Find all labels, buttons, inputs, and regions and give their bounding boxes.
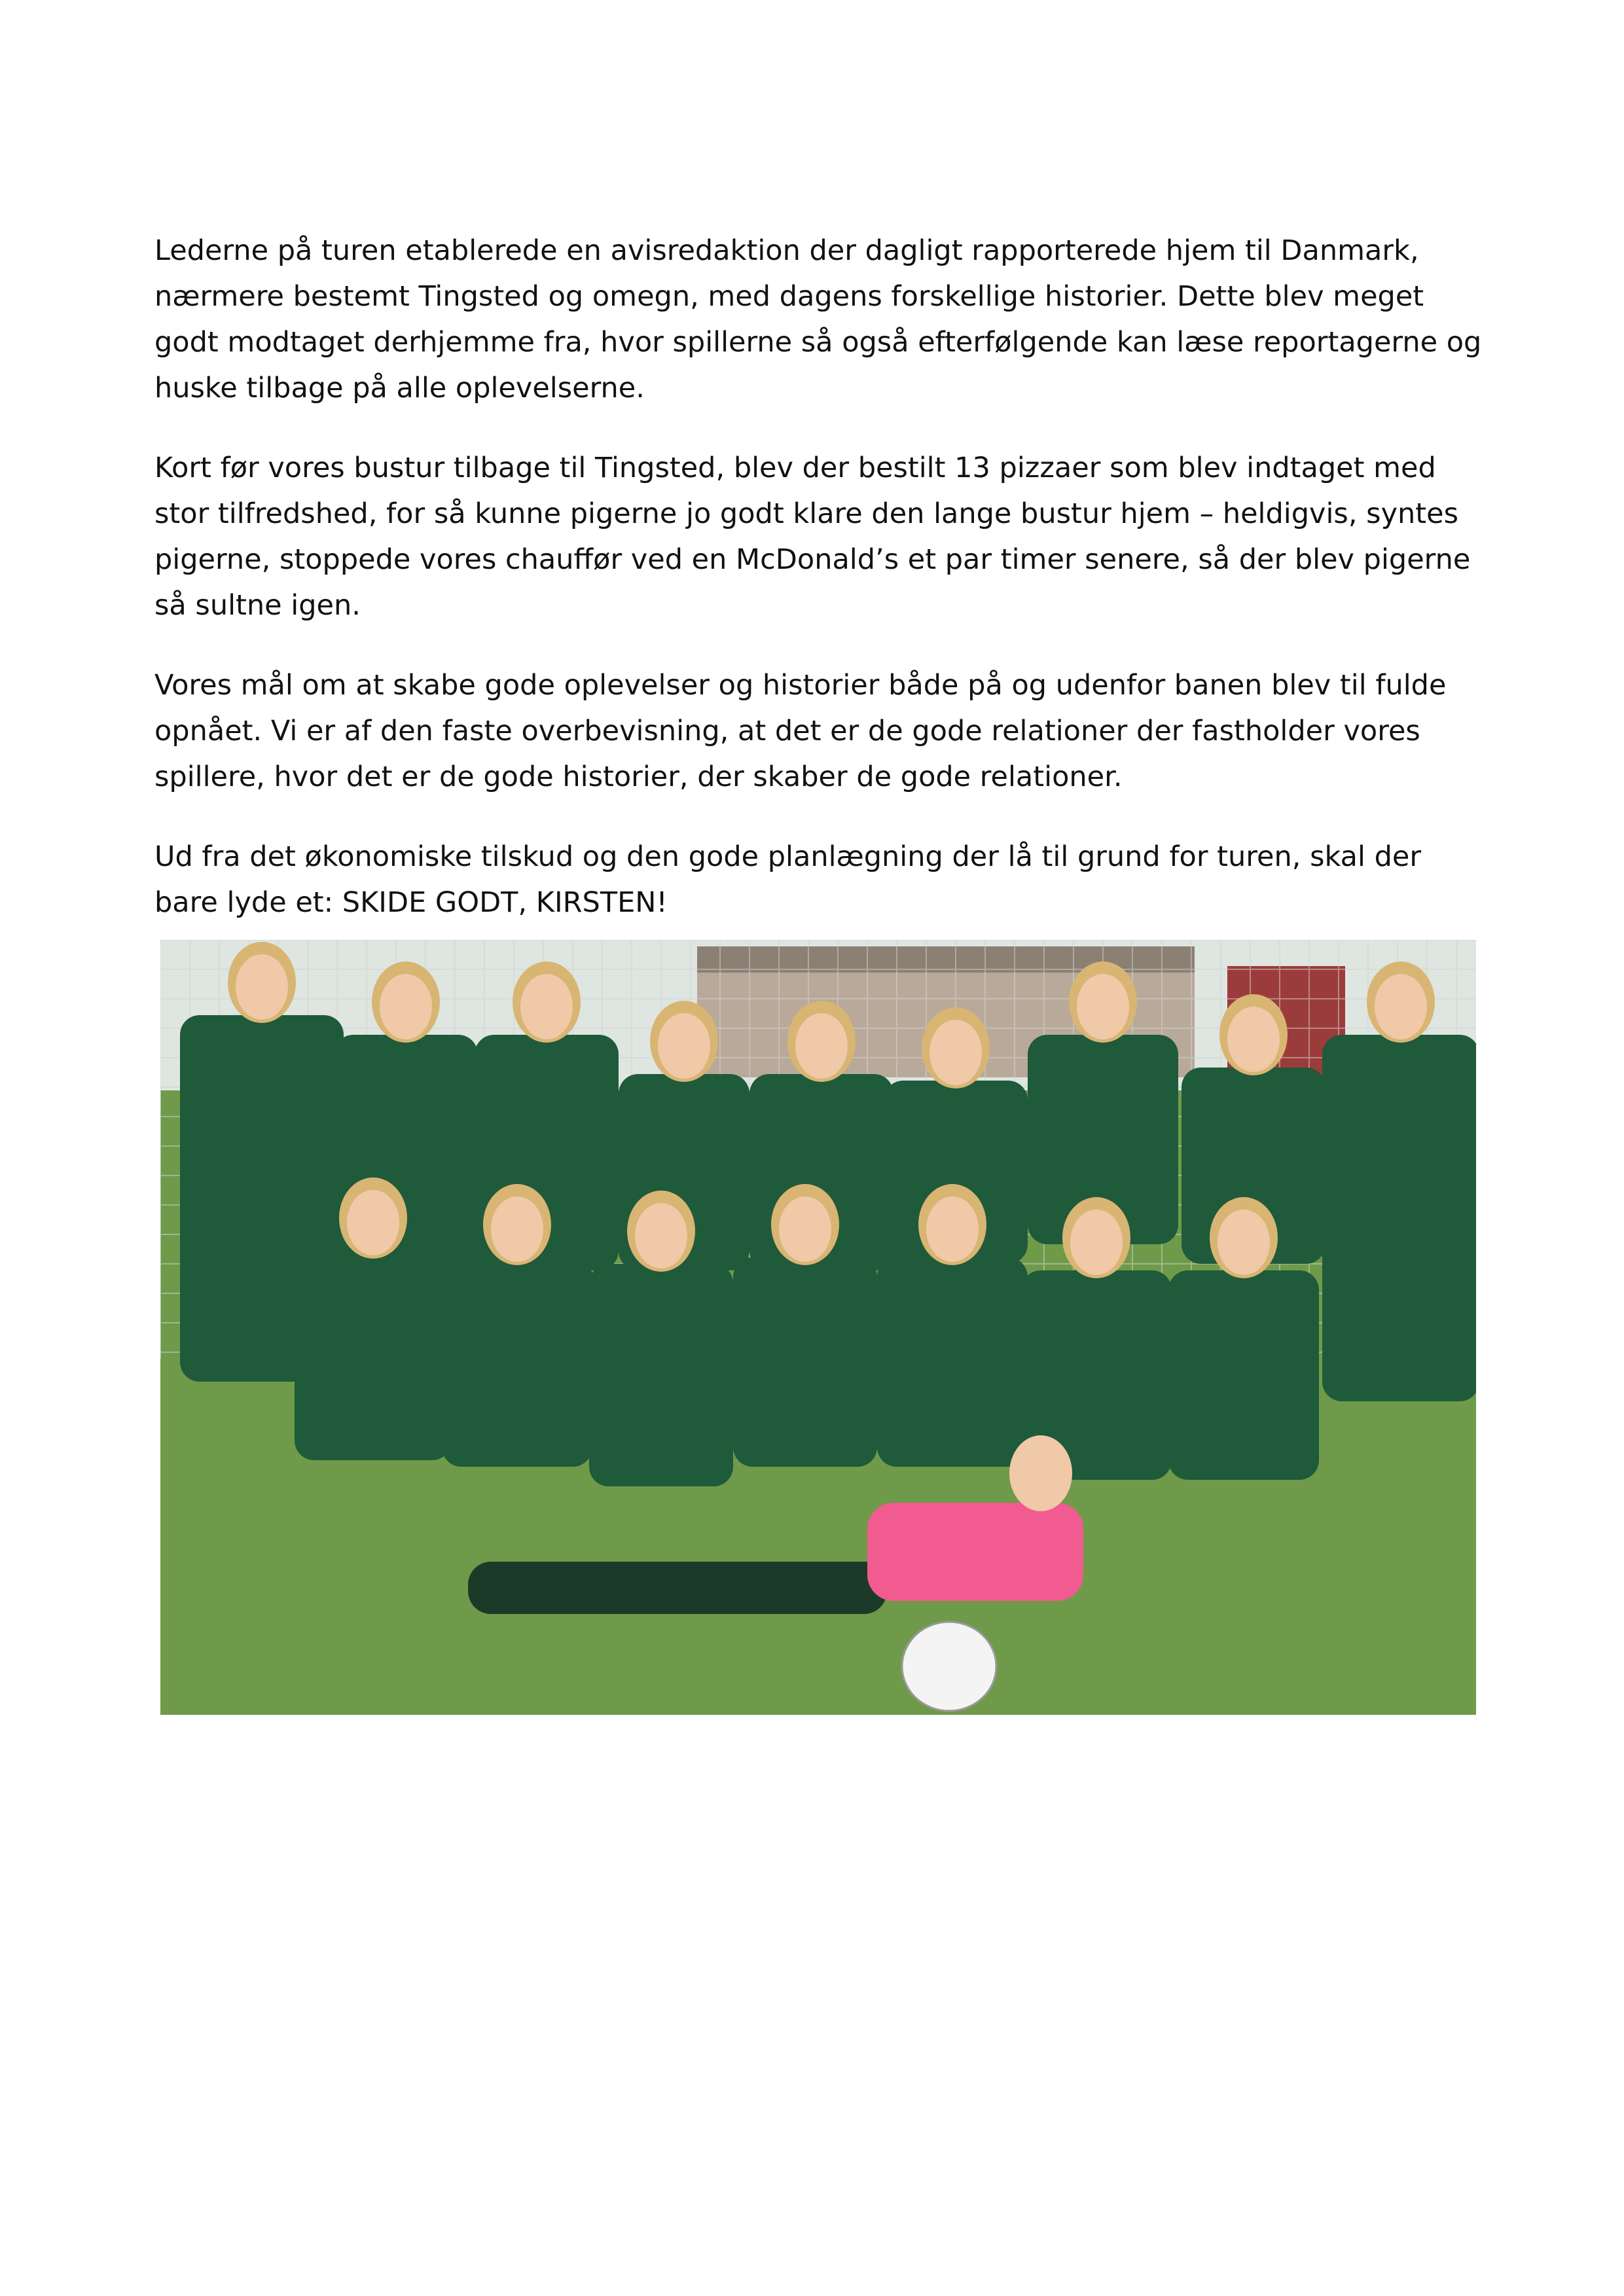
paragraph-1: Lederne på turen etablerede en avisredaktion der dagligt rapporterede hjem til Danmark, nærmere bestemt Tingsted og omegn, med dagens forskellige historier. Dette blev meget godt modtaget derhjemme fra, hvor spillerne så også efterfølgende kan læse reportagerne og huske tilbage på alle oplevelserne. (154, 234, 1482, 404)
team-photo-illustration (160, 940, 1476, 1715)
paragraph-3: Vores mål om at skabe gode oplevelser og historier både på og udenfor banen blev til fulde opnået. Vi er af den faste overbevisning, at det er de gode relationer der fastholder vores spillere, hvor det er de gode historier, der skaber de gode relationer. (154, 669, 1447, 793)
paragraph-2: Kort før vores bustur tilbage til Tingsted, blev der bestilt 13 pizzaer som blev indtaget med stor tilfredshed, for så kunne pigerne jo godt klare den lange bustur hjem – heldigvis, syntes pigerne, stoppede vores chauffør ved en McDonald’s et par timer senere, så der blev pigerne så sultne igen. (154, 452, 1471, 622)
photo-ball (902, 1622, 996, 1711)
text-block (154, 228, 1483, 960)
team-photo (160, 940, 1476, 1715)
paragraph-4: Ud fra det økonomiske tilskud og den gode planlægning der lå til grund for turen, skal der bare lyde et: SKIDE GODT, KIRSTEN! (154, 840, 1422, 919)
